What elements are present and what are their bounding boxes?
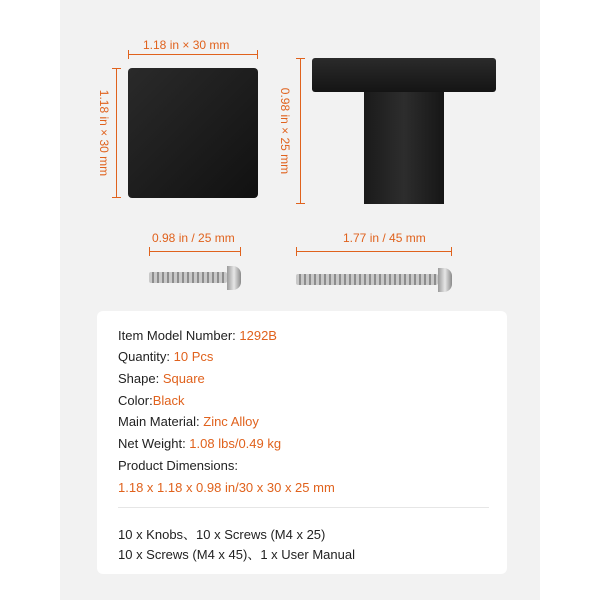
long-screw-label: 1.77 in / 45 mm: [343, 231, 426, 245]
knob-side-view: [312, 58, 496, 204]
front-height-label: 1.18 in × 30 mm: [97, 89, 111, 177]
spec-weight: Net Weight: 1.08 lbs/0.49 kg: [118, 436, 282, 451]
short-screw-label: 0.98 in / 25 mm: [152, 231, 235, 245]
short-screw-line: [149, 251, 241, 252]
spec-model: Item Model Number: 1292B: [118, 328, 277, 343]
package-line-2: 10 x Screws (M4 x 45)、1 x User Manual: [118, 547, 355, 562]
front-width-label: 1.18 in × 30 mm: [143, 38, 230, 52]
front-width-line: [128, 54, 258, 55]
spec-color: Color:Black: [118, 393, 185, 408]
short-screw: [149, 266, 241, 290]
long-screw: [296, 268, 452, 292]
long-screw-line: [296, 251, 452, 252]
spec-shape: Shape: Square: [118, 371, 205, 386]
front-height-line: [116, 68, 117, 198]
divider: [118, 507, 489, 508]
knob-front-view: [128, 68, 258, 198]
spec-dimensions-label: Product Dimensions:: [118, 458, 238, 473]
side-height-line: [300, 58, 301, 204]
spec-dimensions-value: 1.18 x 1.18 x 0.98 in/30 x 30 x 25 mm: [118, 480, 335, 495]
spec-quantity: Quantity: 10 Pcs: [118, 349, 214, 364]
side-height-label: 0.98 in × 25 mm: [278, 87, 292, 175]
spec-material: Main Material: Zinc Alloy: [118, 414, 259, 429]
knob-stem: [364, 92, 444, 204]
package-line-1: 10 x Knobs、10 x Screws (M4 x 25): [118, 527, 326, 542]
spec-card: [97, 311, 507, 574]
knob-top-bar: [312, 58, 496, 92]
